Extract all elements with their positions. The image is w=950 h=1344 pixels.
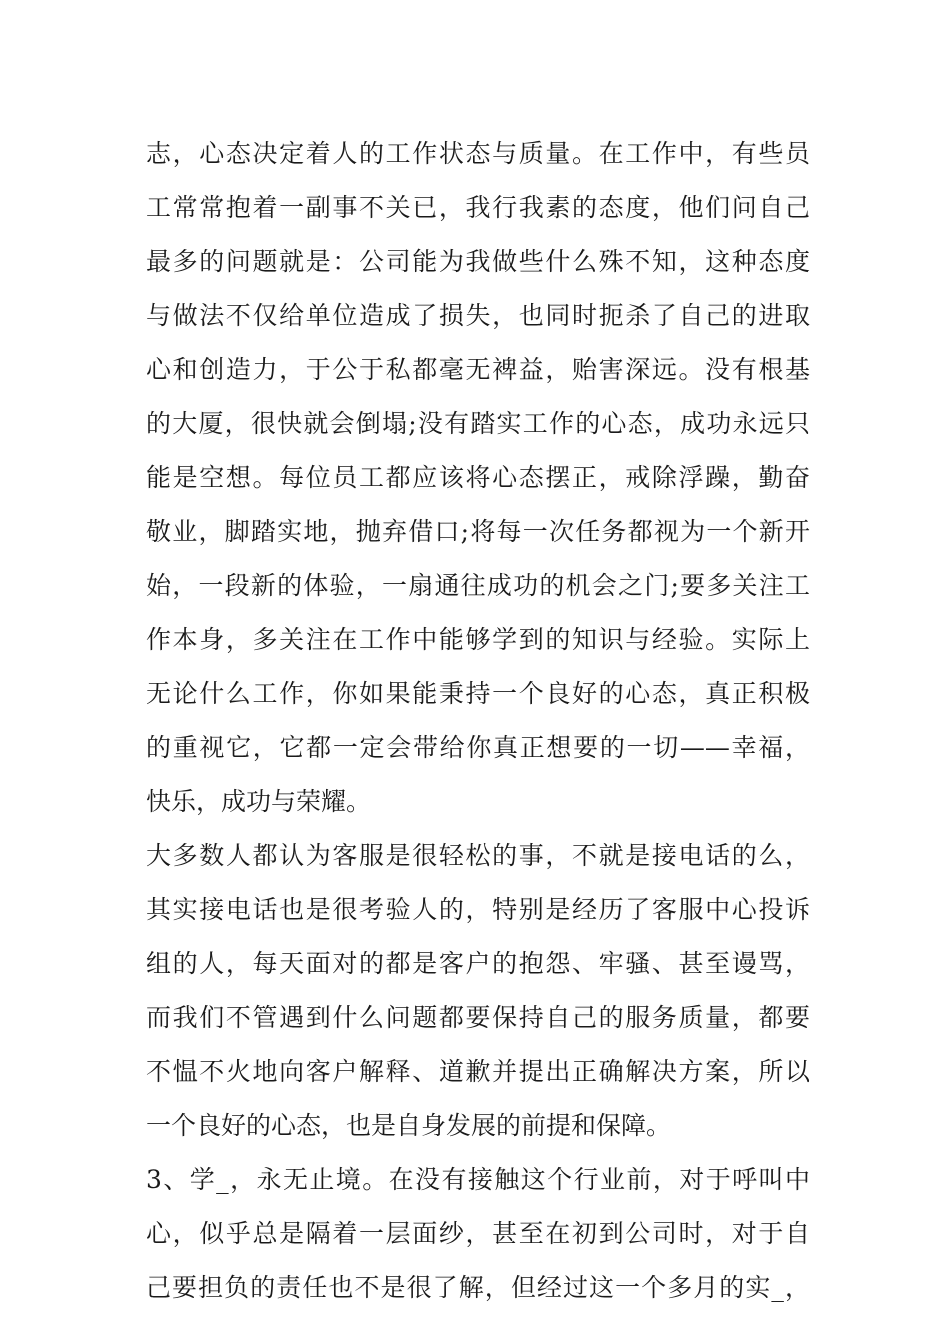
text-line: 与做法不仅给单位造成了损失，也同时扼杀了自己的进取	[146, 301, 810, 330]
text-line: 最多的问题就是：公司能为我做些什么殊不知，这种态度	[146, 247, 810, 276]
text-line: 志，心态决定着人的工作状态与质量。在工作中，有些员	[146, 139, 810, 168]
text-line: 的重视它，它都一定会带给你真正想要的一切——幸福，	[146, 733, 810, 762]
text-line: 心和创造力，于公于私都毫无裨益，贻害深远。没有根基	[146, 355, 810, 384]
text-line: 敬业，脚踏实地，抛弃借口;将每一次任务都视为一个新开	[146, 517, 810, 546]
text-line: 始，一段新的体验，一扇通往成功的机会之门;要多关注工	[146, 571, 810, 600]
text-line: 3、学_，永无止境。在没有接触这个行业前，对于呼叫中	[146, 1165, 810, 1194]
text-line: 其实接电话也是很考验人的，特别是经历了客服中心投诉	[146, 895, 810, 924]
text-line: 组的人，每天面对的都是客户的抱怨、牢骚、甚至谩骂，	[146, 949, 810, 978]
text-line: 不愠不火地向客户解释、道歉并提出正确解决方案，所以	[146, 1057, 810, 1086]
text-line: 能是空想。每位员工都应该将心态摆正，戒除浮躁，勤奋	[146, 463, 810, 492]
text-line: 大多数人都认为客服是很轻松的事，不就是接电话的么，	[146, 841, 810, 870]
paragraph-attitude	[146, 127, 810, 829]
paragraph-learning	[146, 1153, 810, 1315]
document-body	[146, 127, 810, 1315]
paragraph-customer-service	[146, 829, 810, 1153]
text-line: 一个良好的心态，也是自身发展的前提和保障。	[146, 1111, 672, 1140]
text-line: 快乐，成功与荣耀。	[146, 787, 372, 816]
text-line: 己要担负的责任也不是很了解，但经过这一个多月的实_，	[146, 1273, 810, 1302]
text-line: 的大厦，很快就会倒塌;没有踏实工作的心态，成功永远只	[146, 409, 810, 438]
text-line: 工常常抱着一副事不关已，我行我素的态度，他们问自己	[146, 193, 810, 222]
text-line: 作本身，多关注在工作中能够学到的知识与经验。实际上	[146, 625, 810, 654]
text-line: 无论什么工作，你如果能秉持一个良好的心态，真正积极	[146, 679, 810, 708]
text-line: 心，似乎总是隔着一层面纱，甚至在初到公司时，对于自	[146, 1219, 810, 1248]
text-line: 而我们不管遇到什么问题都要保持自己的服务质量，都要	[146, 1003, 810, 1032]
